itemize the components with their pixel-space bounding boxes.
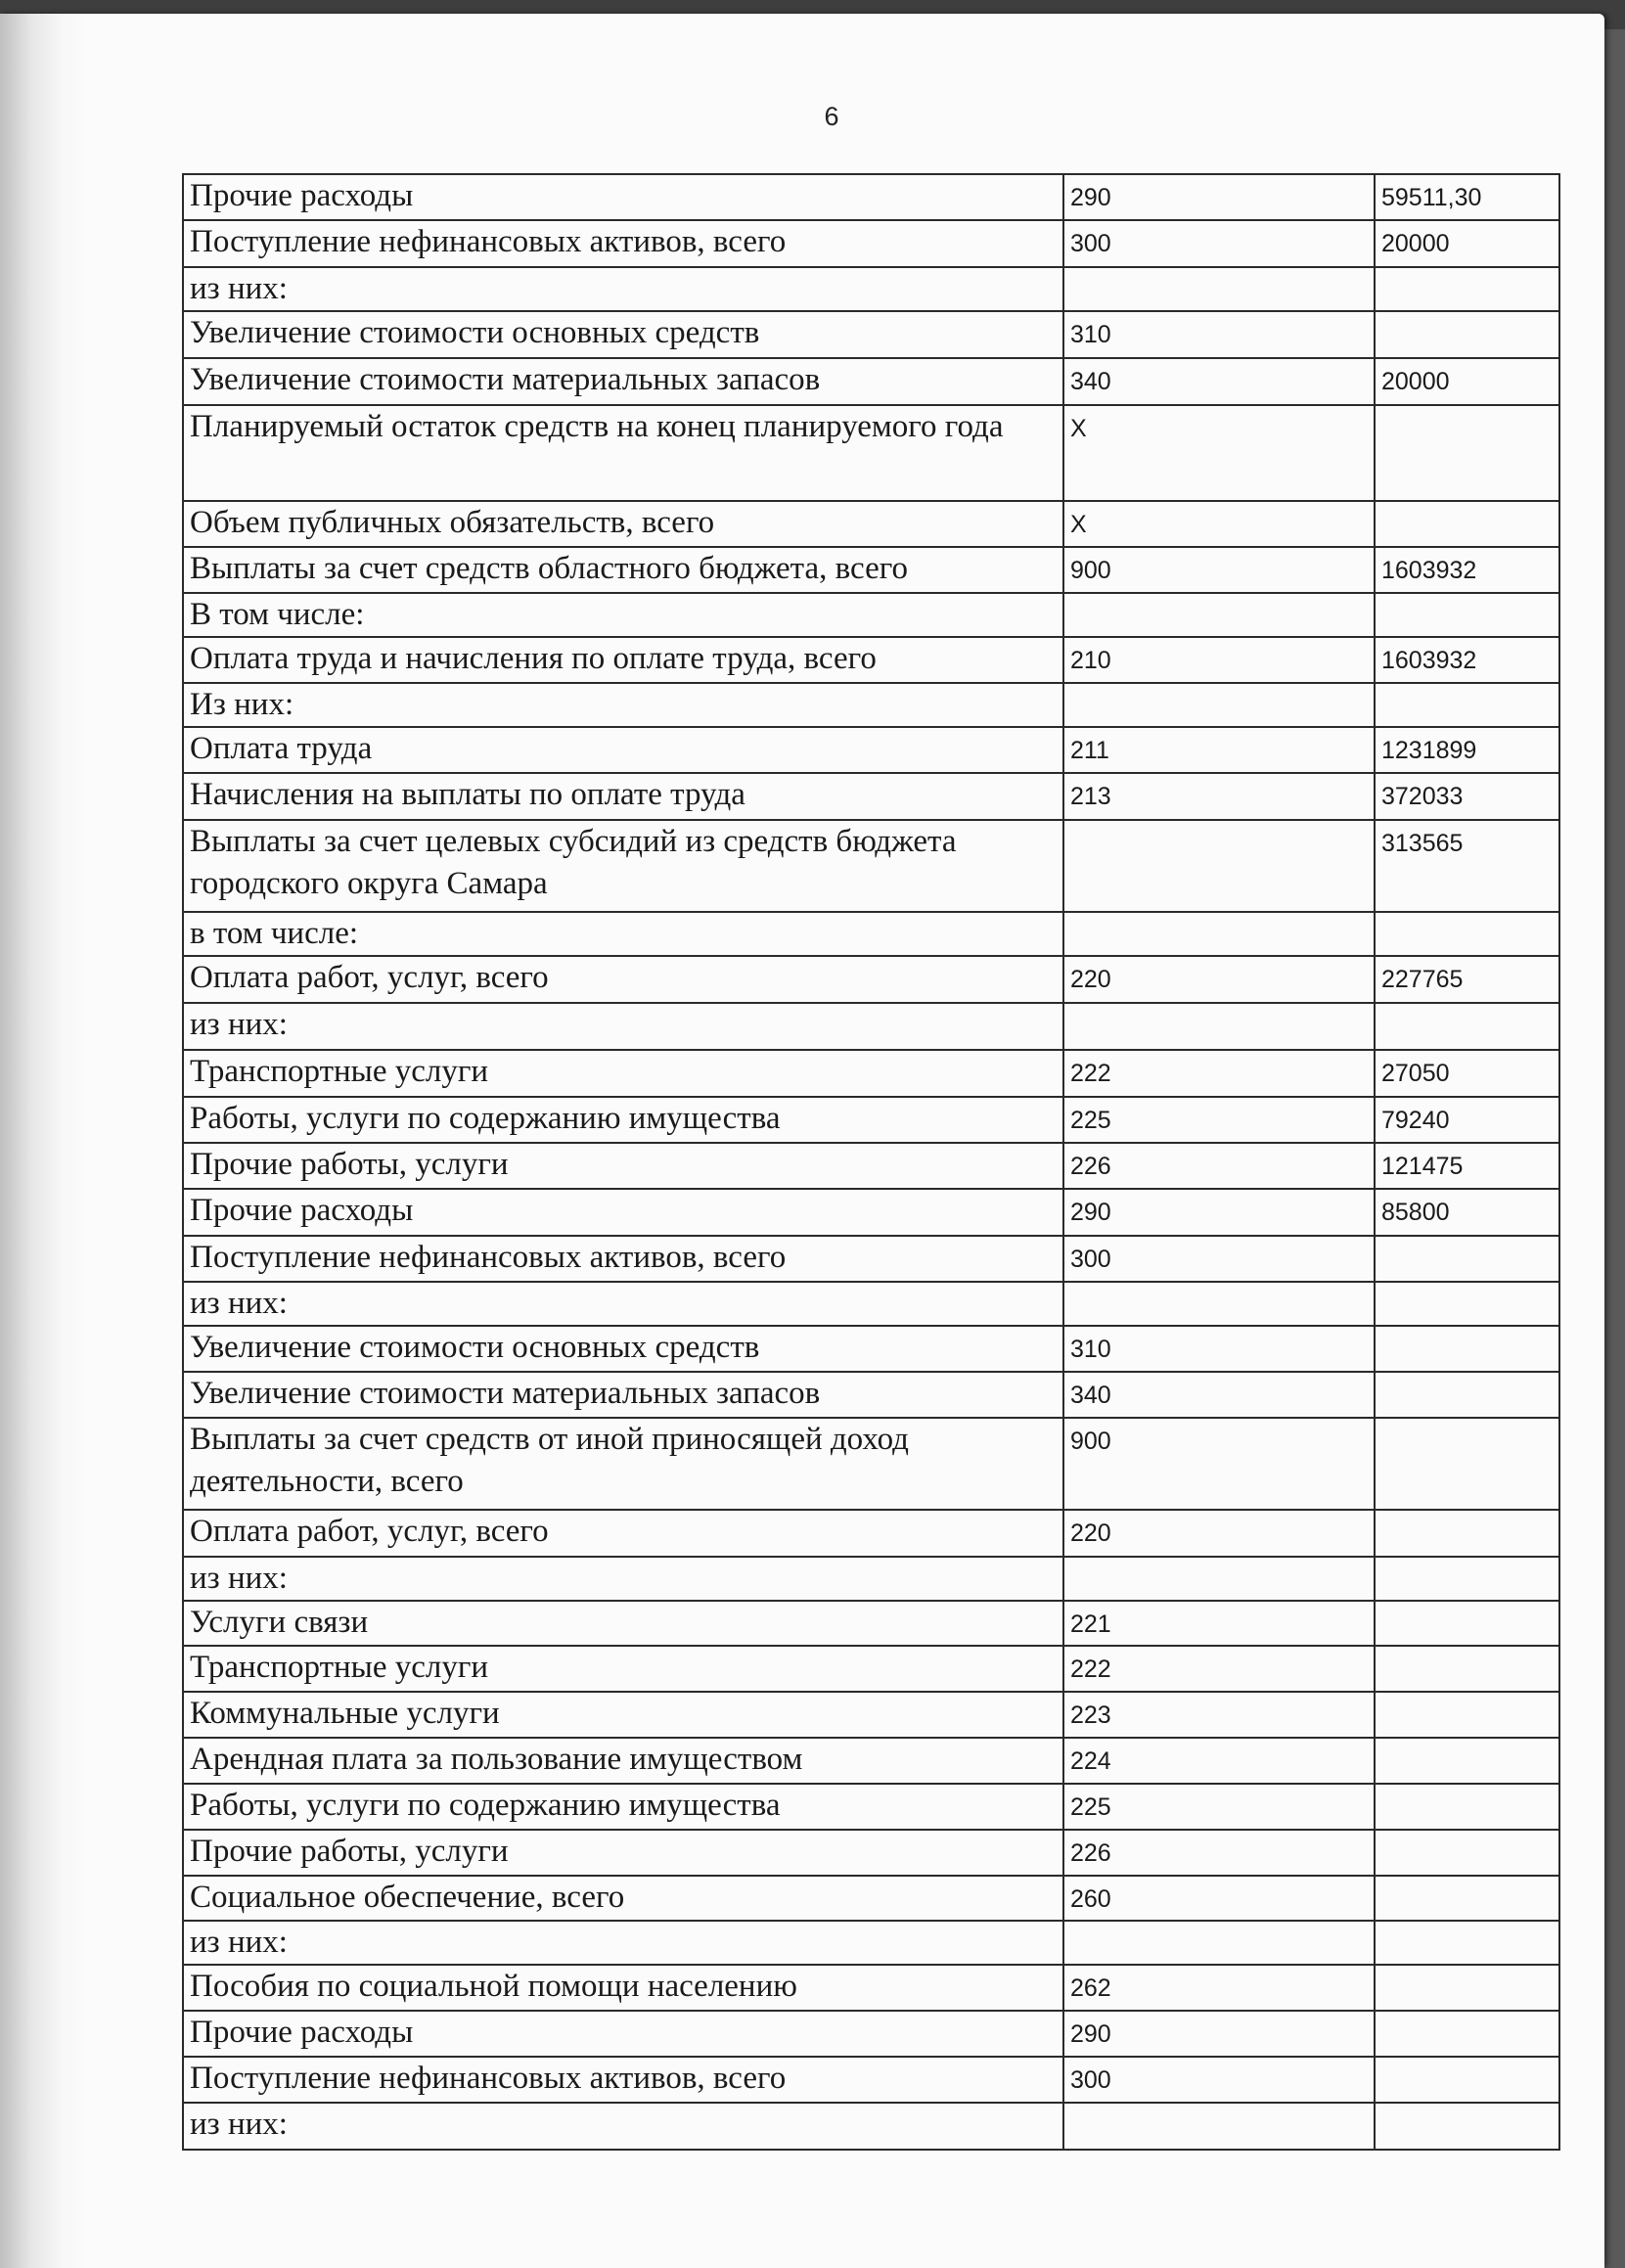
row-code: 223	[1063, 1692, 1375, 1738]
row-label: из них:	[183, 1921, 1063, 1965]
row-label: Транспортные услуги	[183, 1050, 1063, 1097]
row-code: 300	[1063, 2057, 1375, 2103]
row-code: 211	[1063, 727, 1375, 773]
table-row	[183, 1646, 1559, 1692]
row-amount	[1375, 1965, 1559, 2011]
row-amount: 1603932	[1375, 637, 1559, 683]
row-label: Выплаты за счет средств областного бюджета, всего	[183, 547, 1063, 593]
table-row	[183, 683, 1559, 727]
page-binding-shadow	[0, 14, 88, 2268]
row-amount	[1375, 1282, 1559, 1326]
row-label: Объем публичных обязательств, всего	[183, 501, 1063, 547]
table-row	[183, 1236, 1559, 1282]
row-label: в том числе:	[183, 912, 1063, 956]
row-label: Оплата труда	[183, 727, 1063, 773]
row-code: 290	[1063, 2011, 1375, 2057]
row-amount: 27050	[1375, 1050, 1559, 1097]
table-row	[183, 1692, 1559, 1738]
row-code: 310	[1063, 1326, 1375, 1372]
row-amount	[1375, 1418, 1559, 1510]
row-amount	[1375, 1692, 1559, 1738]
row-label: Прочие расходы	[183, 1189, 1063, 1236]
row-code: 220	[1063, 1510, 1375, 1557]
row-label: из них:	[183, 1557, 1063, 1601]
row-label: Социальное обеспечение, всего	[183, 1876, 1063, 1921]
row-code	[1063, 2103, 1375, 2150]
table-row	[183, 1510, 1559, 1557]
row-amount	[1375, 1646, 1559, 1692]
table-row	[183, 1418, 1559, 1510]
row-label: Увеличение стоимости материальных запасов	[183, 1372, 1063, 1418]
row-amount: 372033	[1375, 773, 1559, 820]
row-code: 226	[1063, 1143, 1375, 1189]
row-code	[1063, 1557, 1375, 1601]
row-code: 260	[1063, 1876, 1375, 1921]
table-row	[183, 1784, 1559, 1830]
row-amount: 313565	[1375, 820, 1559, 912]
row-label: Прочие расходы	[183, 174, 1063, 220]
table-row	[183, 501, 1559, 547]
table-row	[183, 1282, 1559, 1326]
row-code	[1063, 593, 1375, 637]
table-row	[183, 727, 1559, 773]
table-row	[183, 1601, 1559, 1646]
row-amount: 85800	[1375, 1189, 1559, 1236]
row-label: Поступление нефинансовых активов, всего	[183, 220, 1063, 267]
table-row	[183, 1050, 1559, 1097]
row-code: 224	[1063, 1738, 1375, 1784]
row-label: Пособия по социальной помощи населению	[183, 1965, 1063, 2011]
row-label: Арендная плата за пользование имуществом	[183, 1738, 1063, 1784]
row-code: 225	[1063, 1784, 1375, 1830]
row-amount	[1375, 1921, 1559, 1965]
row-amount: 59511,30	[1375, 174, 1559, 220]
table-row	[183, 1557, 1559, 1601]
row-label: Оплата работ, услуг, всего	[183, 1510, 1063, 1557]
row-label: Прочие работы, услуги	[183, 1830, 1063, 1876]
table-row	[183, 220, 1559, 267]
row-code	[1063, 1921, 1375, 1965]
row-label: Оплата труда и начисления по оплате труда, всего	[183, 637, 1063, 683]
table-row	[183, 1097, 1559, 1143]
table-row	[183, 912, 1559, 956]
row-label: из них:	[183, 1282, 1063, 1326]
row-amount	[1375, 1372, 1559, 1418]
row-code: 213	[1063, 773, 1375, 820]
table-row	[183, 1326, 1559, 1372]
table-row	[183, 637, 1559, 683]
row-amount	[1375, 912, 1559, 956]
row-amount	[1375, 1784, 1559, 1830]
row-code: 340	[1063, 1372, 1375, 1418]
row-amount: 1231899	[1375, 727, 1559, 773]
row-amount	[1375, 1601, 1559, 1646]
row-code: 262	[1063, 1965, 1375, 2011]
row-code: 226	[1063, 1830, 1375, 1876]
table-row	[183, 547, 1559, 593]
row-amount: 20000	[1375, 220, 1559, 267]
row-code: 300	[1063, 1236, 1375, 1282]
row-amount: 227765	[1375, 956, 1559, 1003]
table-row	[183, 820, 1559, 912]
table-row	[183, 311, 1559, 358]
row-amount	[1375, 1557, 1559, 1601]
table-body	[183, 174, 1559, 2150]
table-row	[183, 956, 1559, 1003]
table-row	[183, 2057, 1559, 2103]
row-code: 900	[1063, 1418, 1375, 1510]
row-label: Транспортные услуги	[183, 1646, 1063, 1692]
row-code: 220	[1063, 956, 1375, 1003]
row-code: 222	[1063, 1646, 1375, 1692]
row-label: Работы, услуги по содержанию имущества	[183, 1097, 1063, 1143]
row-amount	[1375, 501, 1559, 547]
row-label: Работы, услуги по содержанию имущества	[183, 1784, 1063, 1830]
table-row	[183, 1965, 1559, 2011]
budget-table	[182, 173, 1560, 2151]
table-row	[183, 1876, 1559, 1921]
row-amount: 121475	[1375, 1143, 1559, 1189]
row-label: Услуги связи	[183, 1601, 1063, 1646]
row-amount	[1375, 1876, 1559, 1921]
table-row	[183, 1921, 1559, 1965]
row-label: Начисления на выплаты по оплате труда	[183, 773, 1063, 820]
row-label: Прочие расходы	[183, 2011, 1063, 2057]
row-label: Увеличение стоимости основных средств	[183, 311, 1063, 358]
row-label: Из них:	[183, 683, 1063, 727]
row-amount: 79240	[1375, 1097, 1559, 1143]
table-row	[183, 2011, 1559, 2057]
row-label: Поступление нефинансовых активов, всего	[183, 1236, 1063, 1282]
table-row	[183, 1189, 1559, 1236]
row-amount	[1375, 2011, 1559, 2057]
table-row	[183, 1738, 1559, 1784]
row-label: Поступление нефинансовых активов, всего	[183, 2057, 1063, 2103]
row-amount	[1375, 405, 1559, 501]
table-row	[183, 593, 1559, 637]
row-amount: 1603932	[1375, 547, 1559, 593]
row-amount	[1375, 1738, 1559, 1784]
row-amount	[1375, 1510, 1559, 1557]
row-label: Прочие работы, услуги	[183, 1143, 1063, 1189]
table-row	[183, 1830, 1559, 1876]
row-code	[1063, 820, 1375, 912]
table-row	[183, 1372, 1559, 1418]
page-number: 6	[824, 102, 839, 131]
row-amount	[1375, 1326, 1559, 1372]
table-row	[183, 1003, 1559, 1050]
row-label: из них:	[183, 2103, 1063, 2150]
table-row	[183, 2103, 1559, 2150]
row-label: из них:	[183, 267, 1063, 311]
row-code: 900	[1063, 547, 1375, 593]
row-label: Выплаты за счет средств от иной приносящей доход деятельности, всего	[183, 1418, 1063, 1510]
row-code: 222	[1063, 1050, 1375, 1097]
row-code	[1063, 683, 1375, 727]
row-code: 300	[1063, 220, 1375, 267]
row-code	[1063, 267, 1375, 311]
row-label: Увеличение стоимости основных средств	[183, 1326, 1063, 1372]
row-amount	[1375, 1236, 1559, 1282]
row-label: Коммунальные услуги	[183, 1692, 1063, 1738]
row-code: 290	[1063, 1189, 1375, 1236]
table-row	[183, 267, 1559, 311]
row-amount	[1375, 267, 1559, 311]
row-code	[1063, 1282, 1375, 1326]
row-amount	[1375, 311, 1559, 358]
row-amount	[1375, 2103, 1559, 2150]
row-amount: 20000	[1375, 358, 1559, 405]
row-label: Оплата работ, услуг, всего	[183, 956, 1063, 1003]
row-label: Выплаты за счет целевых субсидий из средств бюджета городского округа Самара	[183, 820, 1063, 912]
row-code: 221	[1063, 1601, 1375, 1646]
row-amount	[1375, 2057, 1559, 2103]
row-code: 210	[1063, 637, 1375, 683]
row-amount	[1375, 683, 1559, 727]
row-code: 290	[1063, 174, 1375, 220]
row-code: Х	[1063, 501, 1375, 547]
row-code: Х	[1063, 405, 1375, 501]
row-label: из них:	[183, 1003, 1063, 1050]
table-row	[183, 405, 1559, 501]
row-label: В том числе:	[183, 593, 1063, 637]
row-code: 225	[1063, 1097, 1375, 1143]
row-amount	[1375, 1830, 1559, 1876]
table-row	[183, 773, 1559, 820]
table-row	[183, 358, 1559, 405]
row-label: Увеличение стоимости материальных запасов	[183, 358, 1063, 405]
row-amount	[1375, 593, 1559, 637]
row-code	[1063, 912, 1375, 956]
table-row	[183, 1143, 1559, 1189]
row-amount	[1375, 1003, 1559, 1050]
row-code	[1063, 1003, 1375, 1050]
table-row	[183, 174, 1559, 220]
row-code: 310	[1063, 311, 1375, 358]
row-code: 340	[1063, 358, 1375, 405]
row-label: Планируемый остаток средств на конец планируемого года	[183, 405, 1063, 501]
